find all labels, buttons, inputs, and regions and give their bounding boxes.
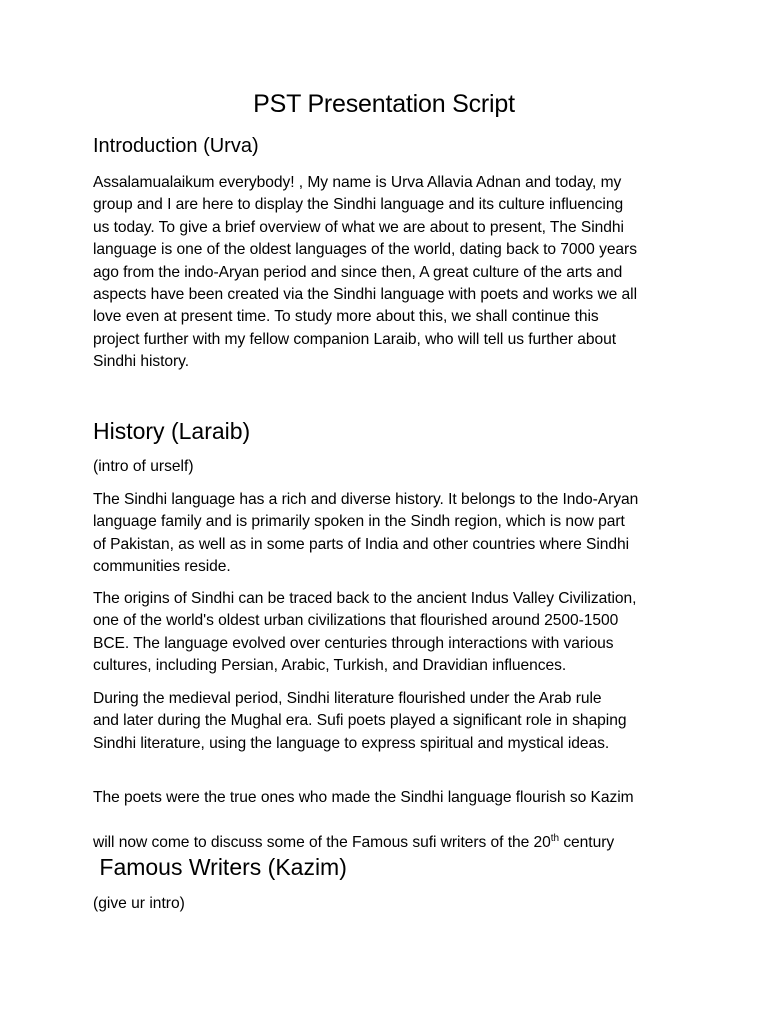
paragraph-history-3: During the medieval period, Sindhi literature flourished under the Arab rule and later during the Mughal era. Sufi poets played a significant role in shaping Sindhi literature, using the language to express spiritual and mystical ideas. (93, 690, 627, 752)
section-heading-introduction: Introduction (Urva) (93, 135, 259, 157)
paragraph-introduction: Assalamualaikum everybody! , My name is Urva Allavia Adnan and today, my group and I are here to display the Sindhi language and its culture influencing us today. To give a brief overview of what we are about to present, The Sindhi language is one of the oldest languages of the world, dating back to 7000 years ago from the indo-Aryan period and since then, A great culture of the arts and aspects have been created via the Sindhi language with poets and works we all love even at present time. To study more about this, we shall continue this project further with my fellow companion Laraib, who will tell us further about Sindhi history. (93, 174, 638, 371)
closing-line-2b: century (559, 834, 615, 852)
paragraph-history-2: The origins of Sindhi can be traced back to the ancient Indus Valley Civilization, one of the world's oldest urban civilizations that flourished around 2500-1500 BCE. The language evolved over centuries through interactions with various cultures, including Persian, Arabic, Turkish, and Dravidian influences. (93, 590, 637, 675)
section-heading-history: History (Laraib) (93, 418, 251, 444)
closing-line-2a: will now come to discuss some of the Famous sufi writers of the 20 (93, 834, 551, 852)
closing-line-1: The poets were the true ones who made the Sindhi language flourish so Kazim (93, 789, 634, 807)
document-title: PST Presentation Script (253, 90, 515, 118)
paragraph-history-closing (93, 765, 693, 855)
history-note: (intro of urself) (93, 458, 194, 475)
ordinal-superscript: th (550, 833, 560, 845)
section-heading-famous-writers: Famous Writers (Kazim) (93, 854, 347, 880)
paragraph-history-1: The Sindhi language has a rich and diverse history. It belongs to the Indo-Aryan language family and is primarily spoken in the Sindh region, which is now part of Pakistan, as well as in some parts of India and other countries where Sindhi communities reside. (93, 491, 639, 576)
famous-writers-note: (give ur intro) (93, 895, 185, 912)
